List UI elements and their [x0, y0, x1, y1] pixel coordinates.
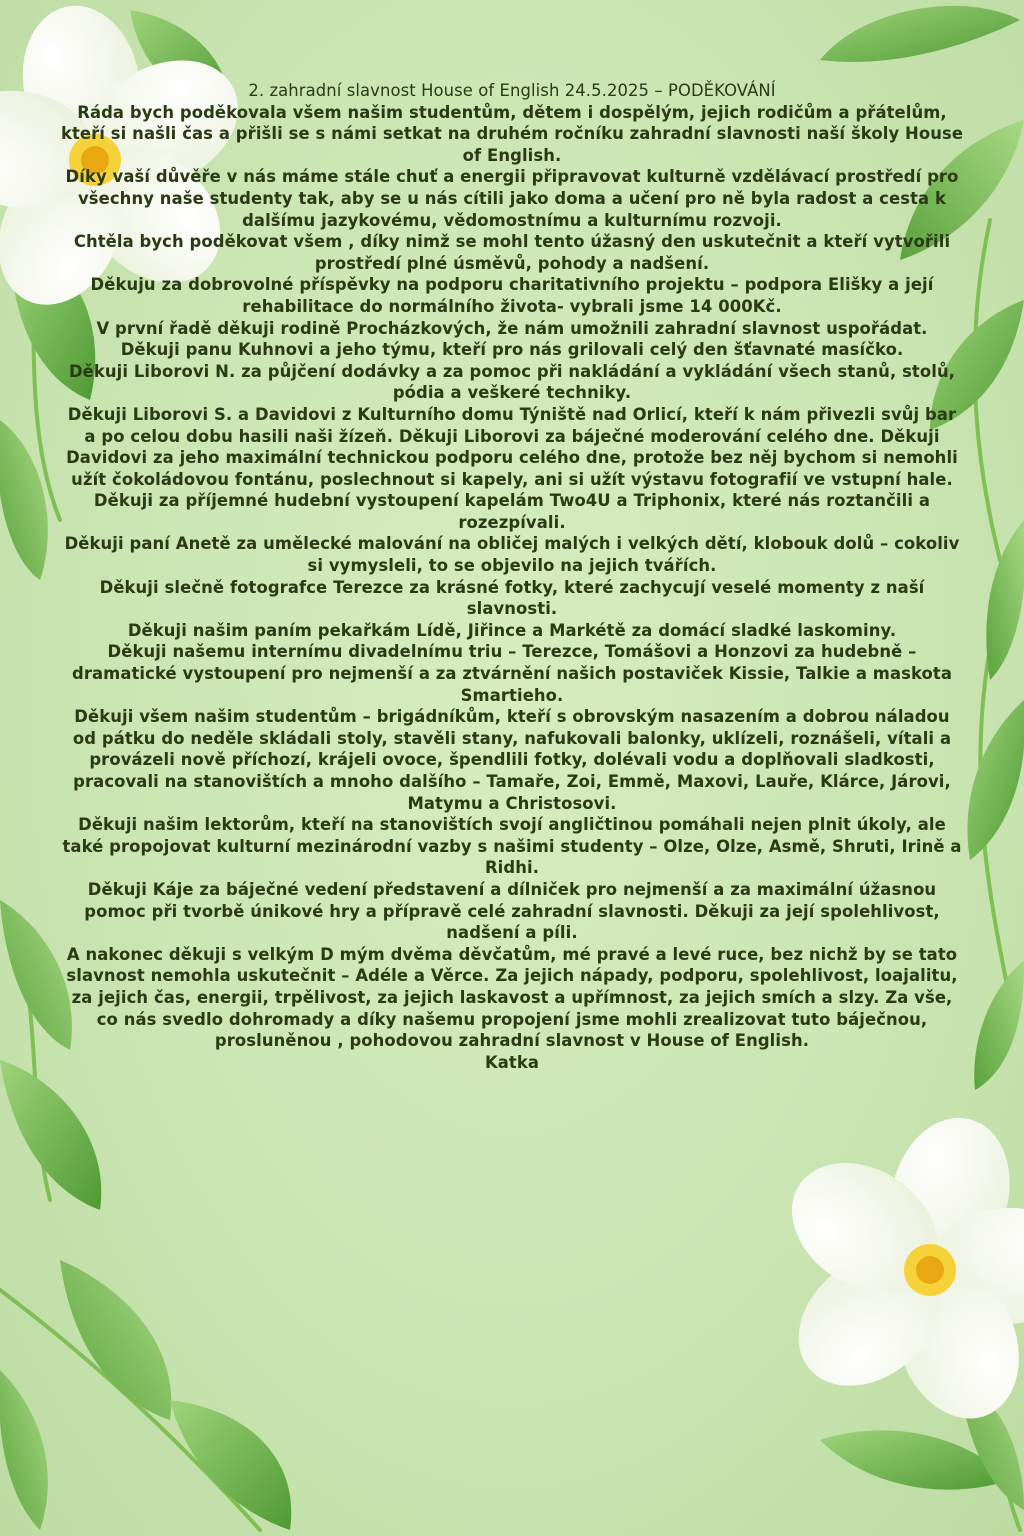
- paragraph: Děkuju za dobrovolné příspěvky na podporu charitativního projektu – podpora Elišky a její rehabilitace do normálního života- vybrali jsme 14 000Kč.: [90, 275, 934, 316]
- paragraph: Díky vaší důvěře v nás máme stále chuť a energii připravovat kulturně vzdělávací prostředí pro všechny naše studenty tak, aby se u nás cítili jako doma a učení pro ně byla radost a cesta k dalšímu jazykovému, vědomostnímu a kulturnímu rozvoji.: [65, 167, 959, 230]
- paragraph: Děkuji slečně fotografce Terezce za krásné fotky, které zachycují veselé momenty z naší slavnosti.: [99, 577, 925, 619]
- paragraph: Děkuji Liborovi N. za půjčení dodávky a za pomoc při nakládání a vykládání všech stanů, stolů, pódia a veškeré techniky.: [68, 361, 956, 403]
- paragraph: Děkuji Káje za báječné vedení představení a dílniček pro nejmenší a za maximální úžasnou pomoc při tvorbě únikové hry a přípravě celé zahradní slavnosti. Děkuji za její spolehlivost, nadšení a píli.: [84, 879, 940, 943]
- paragraph: Děkuji našim paním pekařkám Lídě, Jiřince a Markétě za domácí sladké laskominy.: [127, 620, 897, 640]
- paragraph: A nakonec děkuji s velkým D mým dvěma děvčatům, mé pravé a levé ruce, bez nichž by se tato slavnost nemohla uskutečnit – Adéle a Věrce. Za jejich nápady, podporu, spolehlivost, loajalitu, za jejich čas, energii, trpělivost, za jejich laskavost a upřímnost, za jejich smích a slzy. Za vše, co nás svedlo dohromady a díky našemu propojení jsme mohli zrealizovat tuto báječnou, prosluněnou , pohodovou zahradní slavnost v House of English.: [66, 944, 958, 1051]
- paragraph: Děkuji za příjemné hudební vystoupení kapelám Two4U a Triphonix, které nás roztančili a rozezpívali.: [93, 491, 931, 532]
- paragraph: Děkuji našim lektorům, kteří na stanovištích svojí angličtinou pomáhali nejen plnit úkoly, ale také propojovat kulturní mezinárodní vazby s našimi studenty – Olze, Olze, Asmě, Shruti, Irině a Ridhi.: [62, 815, 962, 878]
- paragraph: Děkuji Liborovi S. a Davidovi z Kulturního domu Týniště nad Orlicí, kteří k nám přivezli svůj bar a po celou dobu hasili naši žízeň. Děkuji Liborovi za báječné moderování celého dne. Děkuji Davidovi za jeho maximální technickou podporu celého dne, protože bez něj bychom si nemohli užít čokoládovou fontánu, poslechnout si kapely, ani si užít výstavu fotografií ve vstupní hale.: [66, 404, 958, 489]
- paragraph: V první řadě děkuji rodině Procházkových, že nám umožnili zahradní slavnost uspořádat.: [96, 318, 928, 338]
- white-flower-bottom-right: [768, 1104, 1024, 1436]
- paragraph: Děkuji panu Kuhnovi a jeho týmu, kteří pro nás grilovali celý den šťavnaté masíčko.: [120, 340, 904, 360]
- paragraph: Děkuji všem našim studentům – brigádníkům, kteří s obrovským nasazením a dobrou náladou od pátku do neděle skládali stoly, stavěli stany, nafukovali balonky, uklízeli, roznášeli, vítali a provázeli nově příchozí, krájeli ovoce, špendlili fotky, dolévali vodu a doplňovali sladkosti, pracovali na stanovištích a mnoho dalšího – Tamaře, Zoi, Emmě, Maxovi, Lauře, Klárce, Járovi, Matymu a Christosovi.: [72, 707, 952, 813]
- letter-title: 2. zahradní slavnost House of English 24.5.2025 – PODĚKOVÁNÍ: [248, 81, 776, 100]
- paragraph: Děkuji našemu internímu divadelnímu triu – Terezce, Tomášovi a Honzovi za hudebně – dramatické vystoupení pro nejmenší a za ztvárnění našich postaviček Kissie, Talkie a maskota Smartieho.: [71, 642, 953, 705]
- thank-you-letter: [60, 80, 964, 1073]
- paragraph: Chtěla bych poděkovat všem , díky nimž se mohl tento úžasný den uskutečnit a kteří vytvořili prostředí plné úsměvů, pohody a nadšení.: [73, 232, 951, 273]
- signature: Katka: [484, 1052, 540, 1072]
- paragraph: Děkuji paní Anetě za umělecké malování na obličej malých i velkých dětí, klobouk dolů – cokoliv si vymysleli, to se objevilo na jejich tvářích.: [64, 534, 960, 576]
- leaves-right-mid: [967, 700, 1024, 1090]
- paragraph: Ráda bych poděkovala všem našim studentům, dětem i dospělým, jejich rodičům a přátelům, kteří si našli čas a přišli se s námi setkat na druhém ročníku zahradní slavnosti naší školy House of English.: [60, 102, 964, 165]
